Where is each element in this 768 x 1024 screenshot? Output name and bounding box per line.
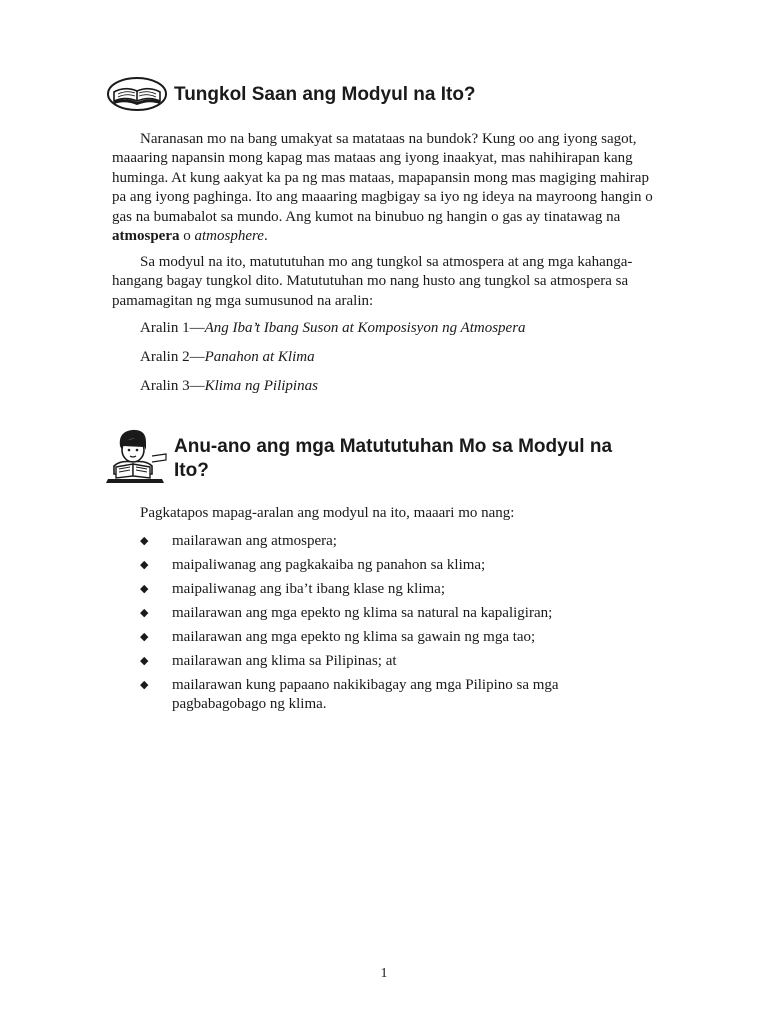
list-item — [140, 556, 600, 575]
objective-text: mailarawan kung papaano nakikibagay ang mga Pilipino sa mga pagbabagobago ng klima. — [172, 677, 559, 712]
objective-text: mailarawan ang mga epekto ng klima sa gawain ng mga tao; — [172, 629, 536, 645]
lesson-item — [140, 348, 315, 367]
intro-paragraph — [112, 130, 658, 246]
intro-paragraph-text: Naranasan mo na bang umakyat sa matataas na bundok? Kung oo ang iyong sagot, maaaring napansin mong kapag mas mataas ang iyong inaakyat, mas nahihirapan kang huminga. At kung aakyat ka pa ng mas mataas, mapapansin mong mas magiging mahirap pa ang iyong paghinga. Ito ang maaaring magbigay sa iyo ng ideya na mayroong hangin o gas na bumabalot sa mundo. Ang kumot na binubuo ng hangin o gas ay tinatawag na — [112, 131, 653, 225]
list-item — [140, 676, 592, 714]
objectives-list — [140, 532, 600, 719]
lesson-item — [140, 319, 526, 338]
page-number: 1 — [380, 966, 388, 981]
lesson-title: Ang Iba’t Ibang Suson at Komposisyon ng Atmospera — [204, 320, 526, 336]
objective-text: mailarawan ang mga epekto ng klima sa natural na kapaligiran; — [172, 605, 553, 621]
diamond-bullet-icon: ◆ — [140, 655, 149, 667]
diamond-bullet-icon: ◆ — [140, 607, 149, 619]
diamond-bullet-icon: ◆ — [140, 583, 149, 595]
objective-text: mailarawan ang atmospera; — [172, 533, 337, 549]
student-reading-icon — [106, 426, 168, 484]
section-heading-about: Tungkol Saan ang Modyul na Ito? — [174, 84, 476, 105]
objective-text: maipaliwanag ang pagkakaiba ng panahon sa klima; — [172, 557, 486, 573]
heading-line: Anu-ano ang mga Matututuhan Mo sa Modyul na — [174, 436, 613, 457]
term-atmosphere: atmosphere — [194, 228, 264, 245]
list-item — [140, 652, 600, 671]
section-heading-objectives — [174, 435, 674, 483]
lesson-item — [140, 377, 318, 396]
term-atmospera: atmospera — [112, 228, 180, 245]
objectives-intro: Pagkatapos mapag-aralan ang modyul na ito, maaari mo nang: — [140, 505, 515, 521]
open-book-icon — [106, 74, 168, 112]
lesson-label: Aralin 1— — [140, 320, 205, 336]
diamond-bullet-icon: ◆ — [140, 559, 149, 571]
heading-line: Ito? — [174, 460, 209, 481]
lesson-label: Aralin 2— — [140, 349, 205, 365]
paragraph-end: . — [263, 228, 268, 245]
lesson-title: Panahon at Klima — [204, 349, 315, 365]
objective-text: mailarawan ang klima sa Pilipinas; at — [172, 653, 397, 669]
lesson-label: Aralin 3— — [140, 378, 205, 394]
diamond-bullet-icon: ◆ — [140, 631, 149, 643]
diamond-bullet-icon: ◆ — [140, 679, 149, 691]
list-item — [140, 628, 600, 647]
module-paragraph: Sa modyul na ito, matututuhan mo ang tungkol sa atmospera at ang mga kahanga-hangang bagay tungkol dito. Matututuhan mo nang husto ang tungkol sa atmospera sa pamamagitan ng mga sumusunod na aralin: — [112, 254, 633, 309]
list-item — [140, 580, 600, 599]
diamond-bullet-icon: ◆ — [140, 535, 149, 547]
list-item — [140, 604, 600, 623]
connector-text: o — [179, 228, 195, 245]
lesson-title: Klima ng Pilipinas — [204, 378, 318, 394]
list-item — [140, 532, 600, 551]
objective-text: maipaliwanag ang iba’t ibang klase ng klima; — [172, 581, 445, 597]
